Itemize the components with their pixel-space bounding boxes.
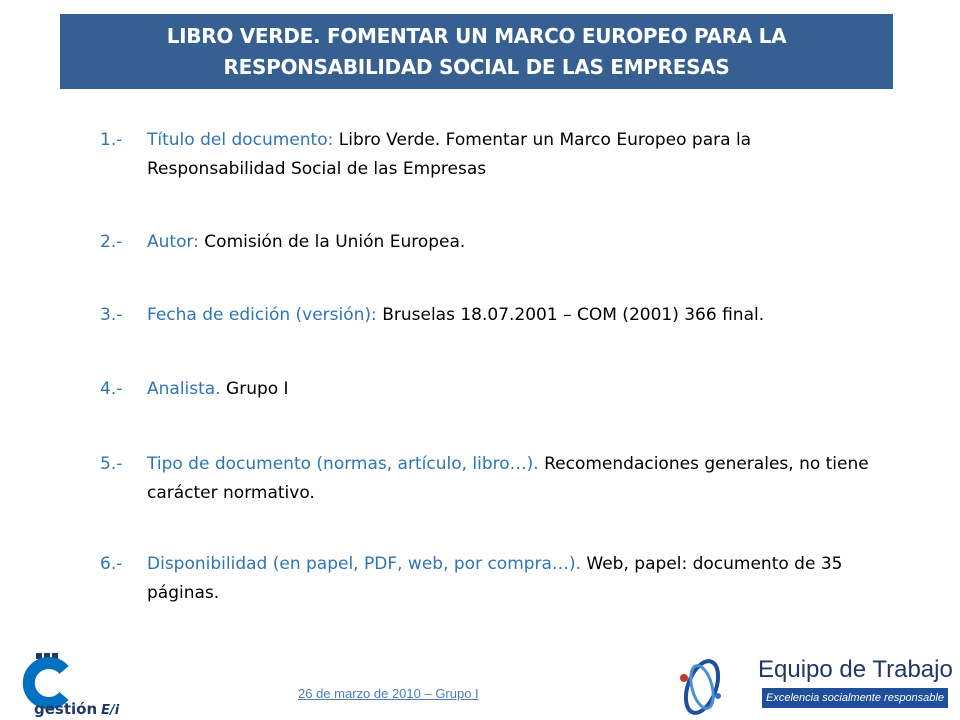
list-item bbox=[100, 126, 880, 184]
item-number: 4.- bbox=[100, 379, 123, 399]
item-label: Fecha de edición (versión): bbox=[147, 305, 377, 325]
list-item bbox=[100, 450, 880, 508]
item-label: Analista. bbox=[147, 379, 221, 399]
swirl-logo-icon bbox=[672, 654, 732, 720]
item-value: Comisión de la Unión Europea. bbox=[198, 232, 466, 252]
equipo-logo-title: Equipo de Trabajo bbox=[758, 656, 953, 683]
equipo-logo-subtitle: Excelencia socialmente responsable bbox=[762, 688, 948, 708]
item-value: Bruselas 18.07.2001 – COM (2001) 366 final. bbox=[376, 305, 765, 325]
item-content bbox=[147, 228, 880, 257]
gestion-logo-text bbox=[34, 700, 119, 718]
gestion-logo-word: gestión bbox=[34, 700, 98, 718]
item-content bbox=[147, 450, 880, 508]
item-number: 2.- bbox=[100, 232, 123, 252]
list-item bbox=[100, 301, 880, 330]
item-number: 3.- bbox=[100, 305, 123, 325]
footer-date-link[interactable]: 26 de marzo de 2010 – Grupo I bbox=[298, 686, 479, 701]
item-value: Libro Verde. Fomentar un Marco Europeo para la Responsabilidad Social de las Empresas bbox=[147, 130, 752, 179]
item-content bbox=[147, 375, 880, 404]
item-value: Recomendaciones generales, no tiene carácter normativo. bbox=[147, 454, 869, 503]
list-item bbox=[100, 228, 880, 257]
item-content bbox=[147, 301, 880, 330]
item-number: 5.- bbox=[100, 454, 123, 474]
title-line-2: RESPONSABILIDAD SOCIAL DE LAS EMPRESAS bbox=[223, 54, 730, 79]
list-item bbox=[100, 550, 880, 608]
list-item bbox=[100, 375, 880, 404]
item-value: Grupo I bbox=[220, 379, 289, 399]
title-line-1: LIBRO VERDE. FOMENTAR UN MARCO EUROPEO PARA LA bbox=[166, 23, 787, 48]
item-label: Título del documento: bbox=[147, 130, 334, 150]
gestion-logo-suffix: E/i bbox=[101, 703, 120, 718]
item-label: Disponibilidad (en papel, PDF, web, por compra…). bbox=[147, 554, 581, 574]
item-number: 6.- bbox=[100, 554, 123, 574]
item-number: 1.- bbox=[100, 130, 123, 150]
item-label: Tipo de documento (normas, artículo, libro…). bbox=[147, 454, 539, 474]
item-label: Autor: bbox=[147, 232, 199, 252]
item-content bbox=[147, 126, 880, 184]
title-banner bbox=[60, 14, 893, 89]
item-content bbox=[147, 550, 880, 608]
item-value: Web, papel: documento de 35 páginas. bbox=[147, 554, 843, 603]
